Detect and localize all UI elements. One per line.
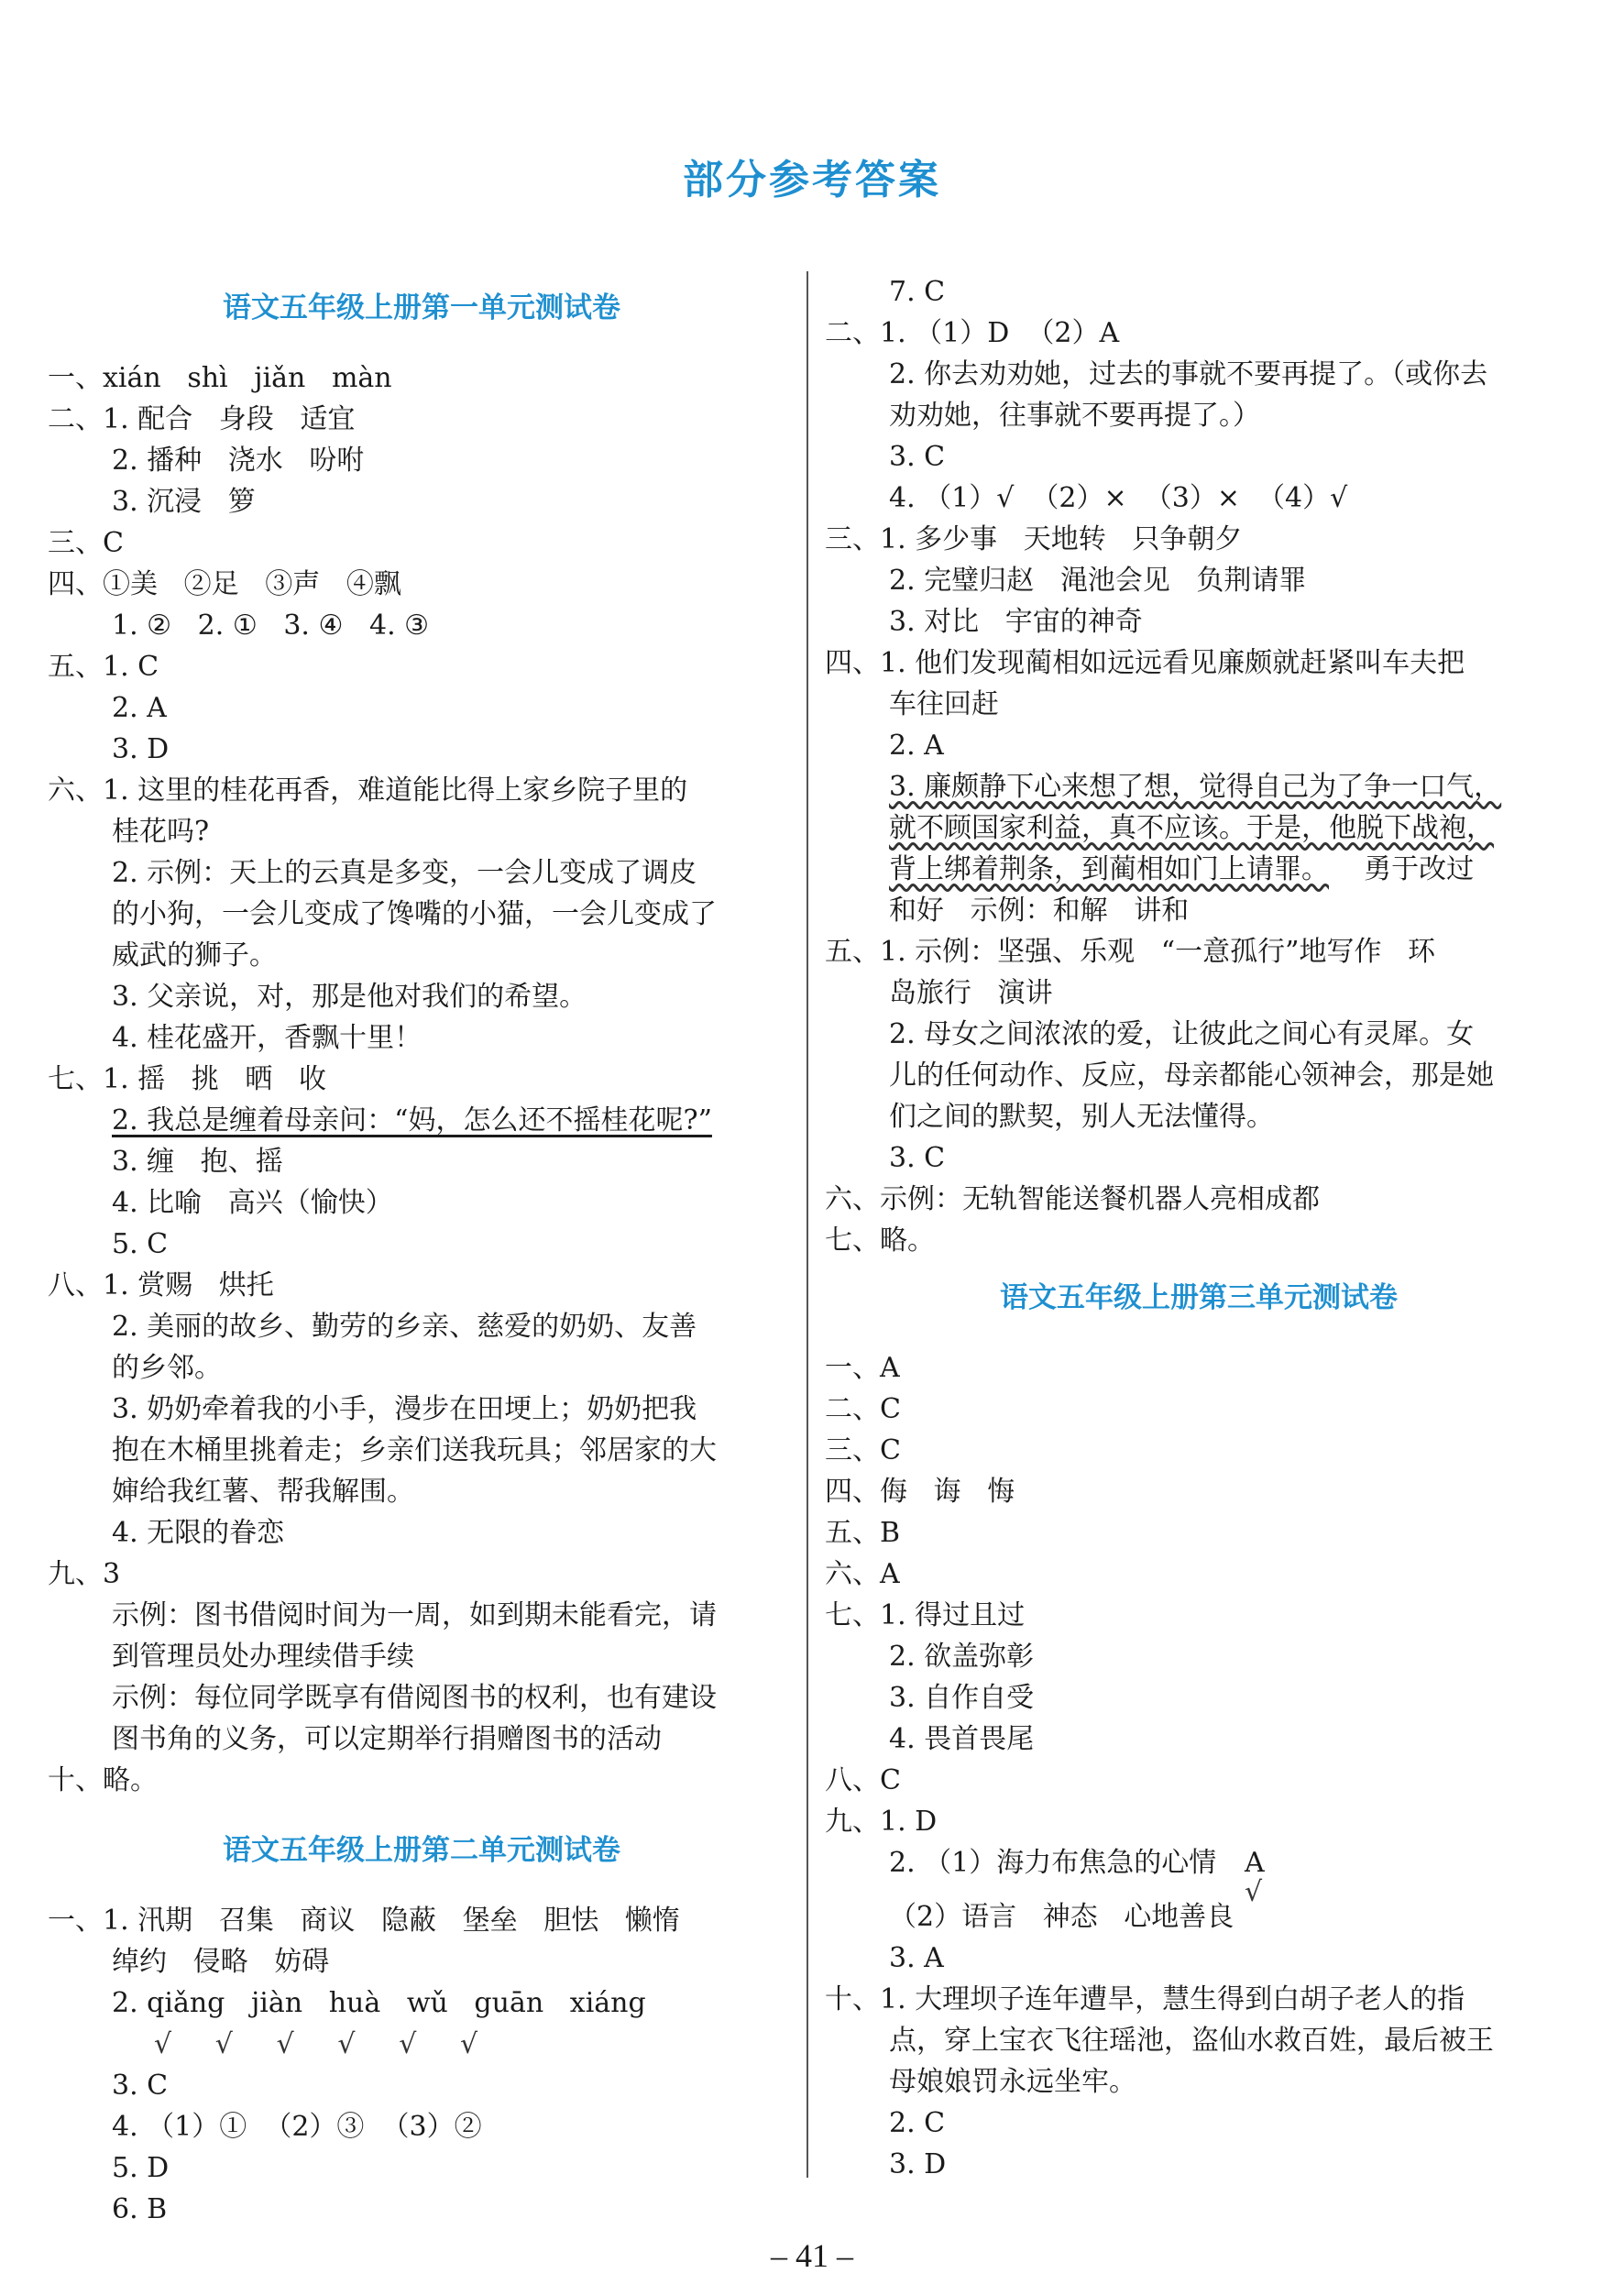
answer-line: 3. 父亲说，对，那是他对我们的希望。	[112, 981, 587, 1013]
answer-line: 九、3	[48, 1558, 121, 1590]
answer-line: 点，穿上宝衣飞往瑶池，盗仙水救百姓，最后被王	[889, 2025, 1494, 2057]
answer-line: 绰约 侵略 妨碍	[112, 1946, 330, 1978]
page-number: – 41 –	[771, 2237, 853, 2274]
answer-line: 3. 自作自受	[889, 1682, 1035, 1714]
answer-line: 威武的狮子。	[112, 939, 277, 972]
answer-line: 示例：图书借阅时间为一周，如到期未能看完，请	[112, 1599, 717, 1631]
answer-line: 六、1. 这里的桂花再香，难道能比得上家乡院子里的	[48, 774, 688, 807]
left-column	[48, 271, 796, 2230]
answer-line: 七、1. 得过且过	[825, 1599, 1026, 1631]
answer-line: 三、C	[48, 527, 124, 559]
answer-line: 4. 比喻 高兴（愉快）	[112, 1187, 393, 1219]
check-mark: √	[1245, 1876, 1263, 1908]
answer-line: 二、1. （1）D （2）A	[825, 317, 1120, 349]
answer-line: 一、xián shì jiǎn màn	[48, 362, 392, 394]
answer-line: 五、1. C	[48, 651, 159, 683]
answer-line: 二、C	[825, 1393, 901, 1425]
answer-line: 4. （1）① （2）③ （3）②	[112, 2111, 482, 2143]
answer-line: 2. 完璧归赵 渑池会见 负荆请罪	[889, 565, 1307, 597]
answer-text: 2. （1）海力布焦急的心情	[889, 1847, 1217, 1879]
answer-line: 十、1. 大理坝子连年遭旱，慧生得到白胡子老人的指	[825, 1983, 1465, 2015]
answer-line: 四、①美 ②足 ③声 ④飘	[48, 568, 401, 600]
answer-line: 2. C	[889, 2107, 946, 2139]
answer-line: 2. A	[889, 730, 944, 762]
answer-line: 3. 沉浸 箩	[112, 486, 256, 518]
answer-line: 和好 示例：和解 讲和	[889, 895, 1190, 927]
answer-line: 五、B	[825, 1517, 901, 1549]
answer-line: 七、略。	[825, 1224, 935, 1257]
answer-line: 2. 示例：天上的云真是多变，一会儿变成了调皮	[112, 857, 697, 889]
underlined-text: 背上绑着荆条，到蔺相如门上请罪。	[889, 853, 1329, 885]
answer-line: 们之间的默契，别人无法懂得。	[889, 1101, 1274, 1133]
answer-line: 2. 你去劝劝她，过去的事就不要再提了。（或你去	[889, 358, 1488, 390]
answer-line: 八、C	[825, 1764, 901, 1796]
answer-line: 六、A	[825, 1558, 900, 1590]
answer-line: 的乡邻。	[112, 1352, 222, 1384]
answer-line: 车往回赶	[889, 688, 999, 720]
answer-letter: A	[1245, 1847, 1265, 1879]
section-heading-unit2: 语文五年级上册第二单元测试卷	[223, 1834, 620, 1867]
answer-line-underlined: 就不顾国家利益，真不应该。于是，他脱下战袍，	[889, 812, 1494, 844]
section-heading-unit1: 语文五年级上册第一单元测试卷	[223, 291, 620, 324]
answer-line: 婶给我红薯、帮我解围。	[112, 1476, 414, 1508]
answer-line: 儿的任何动作、反应，母亲都能心领神会，那是她	[889, 1060, 1494, 1092]
answer-line: 五、1. 示例：坚强、乐观 “一意孤行”地写作 环	[825, 936, 1436, 968]
answer-line: 4. （1）√ （2）× （3）× （4）√	[889, 482, 1348, 514]
section-heading-unit3: 语文五年级上册第三单元测试卷	[1000, 1281, 1398, 1314]
answer-line: 三、1. 多少事 天地转 只争朝夕	[825, 523, 1243, 555]
answer-line: 一、1. 汛期 召集 商议 隐蔽 堡垒 胆怯 懒惰	[48, 1905, 680, 1937]
answer-line: 7. C	[889, 276, 946, 308]
answer-line: 2. qiǎng jiàn huà wǔ guān xiáng	[112, 1987, 646, 2019]
answer-line: 八、1. 赏赐 烘托	[48, 1269, 274, 1301]
answer-line: 3. D	[112, 733, 170, 765]
answer-line: 六、示例：无轨智能送餐机器人亮相成都	[825, 1183, 1320, 1215]
answer-line-underlined: 2. 我总是缠着母亲问：“妈，怎么还不摇桂花呢?”	[112, 1104, 712, 1137]
answer-line: 母娘娘罚永远坐牢。	[889, 2066, 1136, 2098]
answer-line: 抱在木桶里挑着走；乡亲们送我玩具；邻居家的大	[112, 1434, 717, 1466]
answer-line: 1. ② 2. ① 3. ④ 4. ③	[112, 609, 430, 642]
answer-line: 2. A	[112, 692, 167, 724]
answer-line-mixed	[825, 1842, 1573, 1908]
answer-line: 四、侮 诲 悔	[825, 1476, 1015, 1508]
answer-line: 4. 无限的眷恋	[112, 1517, 285, 1549]
answer-line: 2. 播种 浇水 吩咐	[112, 445, 365, 477]
answer-line: 6. B	[112, 2193, 168, 2225]
answer-line: 5. D	[112, 2152, 170, 2184]
answer-line: 九、1. D	[825, 1806, 938, 1838]
answer-line: 3. C	[889, 1142, 946, 1174]
answer-line: 示例：每位同学既享有借阅图书的权利，也有建设	[112, 1682, 717, 1714]
answer-line: 3. D	[889, 2148, 947, 2180]
answer-line: 的小狗，一会儿变成了馋嘴的小猫，一会儿变成了	[112, 898, 717, 930]
answer-line: 三、C	[825, 1434, 901, 1466]
answer-line: 七、1. 摇 挑 晒 收	[48, 1063, 326, 1095]
answer-line: 3. 缠 抱、摇	[112, 1146, 283, 1178]
answer-line: 四、1. 他们发现蔺相如远远看见廉颇就赶紧叫车夫把	[825, 647, 1465, 679]
answer-line: 劝劝她，往事就不要再提了。）	[889, 400, 1260, 432]
answer-line: 2. 欲盖弥彰	[889, 1641, 1035, 1673]
answer-line: 岛旅行 演讲	[889, 977, 1053, 1009]
answer-line: 2. 母女之间浓浓的爱，让彼此之间心有灵犀。女	[889, 1018, 1475, 1050]
answer-line: 3. 对比 宇宙的神奇	[889, 606, 1143, 638]
answer-line: 3. C	[889, 441, 946, 473]
right-column	[825, 271, 1573, 2185]
answer-line-mixed	[825, 849, 1573, 890]
answer-line: 一、A	[825, 1352, 900, 1384]
page-title: 部分参考答案	[683, 157, 941, 203]
check-marks-row: √ √ √ √ √ √	[154, 2028, 478, 2060]
answer-text: 勇于改过	[1364, 853, 1475, 885]
answer-line-underlined: 3. 廉颇静下心来想了想，觉得自己为了争一口气，	[889, 771, 1502, 803]
answer-line: 到管理员处办理续借手续	[112, 1641, 414, 1673]
answer-line: 二、1. 配合 身段 适宜	[48, 403, 356, 435]
answer-line: 4. 桂花盛开，香飘十里！	[112, 1022, 422, 1054]
answer-line: 4. 畏首畏尾	[889, 1723, 1035, 1755]
answer-line: 3. A	[889, 1942, 944, 1974]
answer-line: 桂花吗?	[112, 816, 210, 848]
answer-line: 5. C	[112, 1228, 169, 1260]
answer-line: 十、略。	[48, 1764, 158, 1796]
answer-line: 图书角的义务，可以定期举行捐赠图书的活动	[112, 1723, 662, 1755]
answer-line: 3. C	[112, 2070, 169, 2102]
answer-line: 2. 美丽的故乡、勤劳的乡亲、慈爱的奶奶、友善	[112, 1311, 697, 1343]
answer-line: （2）语言 神态 心地善良	[889, 1901, 1234, 1933]
column-divider	[807, 271, 808, 2178]
answer-line: 3. 奶奶牵着我的小手，漫步在田埂上；奶奶把我	[112, 1393, 697, 1425]
